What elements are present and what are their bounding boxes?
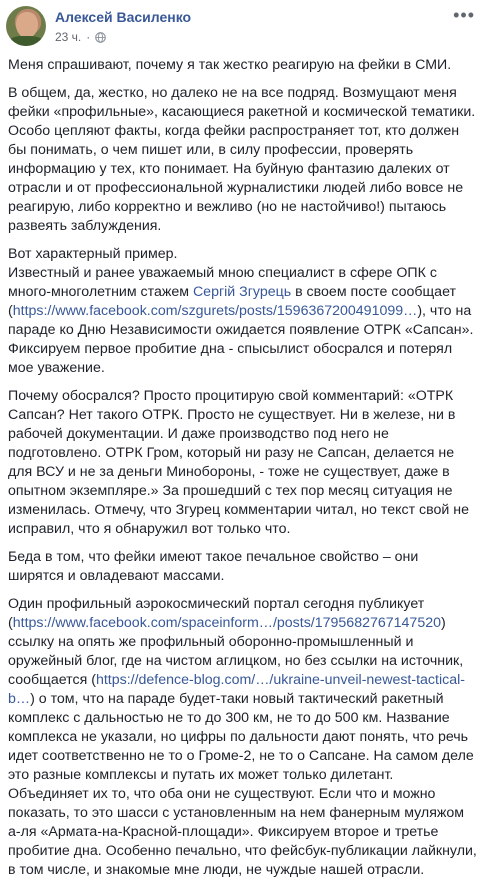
post-link-zgurets[interactable]: https://www.facebook.com/szgurets/posts/1596367200491099…: [12, 303, 418, 319]
post-link-defence-blog[interactable]: https://defence-blog.com/…/ukraine-unveil-newest-tactical-b…: [8, 672, 465, 707]
paragraph-6: [8, 595, 478, 880]
post-header: [0, 0, 485, 52]
post-content: [8, 56, 478, 889]
post-time[interactable]: 23 ч.: [55, 30, 82, 44]
avatar-shirt: [8, 36, 44, 46]
paragraph-3-intro: Вот характерный пример.: [8, 246, 178, 262]
paragraph-5: Беда в том, что фейки имеют такое печальное свойство – они ширятся и овладевают массами.: [8, 549, 419, 584]
mention-link[interactable]: Сергій Згурець: [192, 284, 292, 300]
paragraph-3-text-c: ), что на параде ко Дню Независимости ожидается появление ОТРК «Сапсан». Фиксируем первое пробитие дна - спысылист обосрался и потерял мое уважение.: [8, 303, 474, 376]
paragraph-3: [8, 245, 478, 378]
globe-icon[interactable]: [95, 32, 106, 43]
paragraph-3-text-b: в своем посте сообщает (: [8, 284, 456, 319]
paragraph-4: Почему обосрался? Просто процитирую свой комментарий: «ОТРК Сапсан? Нет такого ОТРК. Просто не существует. Ни в железе, ни в рабочей документации. И даже производство под него не подготовлено. ОТРК Гром, который ни разу не Сапсан, делается не для ВСУ и не за деньги Минобороны, - тоже не существует, даже в опытном экземпляре.» За прошедший с тех пор месяц ситуация не изменилась. Отмечу, что Згурец комментарии читал, но текст свой не исправил, что я обнаружил вот только что.: [8, 388, 469, 537]
more-options-icon[interactable]: •••: [453, 5, 475, 25]
avatar-face: [16, 12, 38, 38]
post-meta: [55, 30, 106, 44]
avatar[interactable]: [6, 6, 46, 46]
author-name[interactable]: Алексей Василенко: [55, 9, 192, 25]
paragraph-6-text-c: ) о том, что на параде будет-таки новый тактический ракетный комплекс с дальностью не то до 300 км, не то до 500 км. Название комплекса не указали, но цифры по дальности дают понять, что речь идет соответственно не то о Громе-2, не то о Сапсане. На самом деле это разные комплексы и путать их может только дилетант. Объединяет их то, что оба они не существуют. Если что и можно показать, то это шасси с установленным на нем фанерным муляжом а-ля «Армата-на-Красной-площади». Фиксируем второе и третье пробитие дна. Особенно печально, что фейсбук-публикации лайкнули, в том числе, и знакомые мне люди, не чуждые нашей отрасли.: [8, 691, 477, 878]
paragraph-6-text-a: Один профильный аэрокосмический портал сегодня публикует (: [8, 596, 425, 631]
paragraph-1: Меня спрашивают, почему я так жестко реагирую на фейки в СМИ.: [8, 57, 452, 73]
post-link-spaceinform[interactable]: https://www.facebook.com/spaceinform…/posts/1795682767147520: [12, 615, 441, 631]
paragraph-3-text-a: Известный и ранее уважаемый мною специалист в сфере ОПК с много-многолетним стажем: [8, 265, 437, 300]
meta-separator: ·: [86, 30, 91, 44]
paragraph-6-text-b: ) ссылку на опять же профильный оборонно-промышленный и оружейный блог, где на чистом аглицком, но без ссылки на источник, сообщается (: [8, 615, 464, 688]
paragraph-2: В общем, да, жестко, но далеко не на все подряд. Возмущают меня фейки «профильные», касающиеся ракетной и космической тематики. Особо цепляют факты, когда фейки распространяет тот, кто должен бы понимать, о чем пишет или, в силу профессии, проверять информацию у тех, кто понимает. На буйную фантазию далеких от отрасли и от профессиональной журналистики людей либо вовсе не реагирую, либо корректно и вежливо (но не настойчиво!) пытаюсь развеять заблуждения.: [8, 85, 476, 234]
